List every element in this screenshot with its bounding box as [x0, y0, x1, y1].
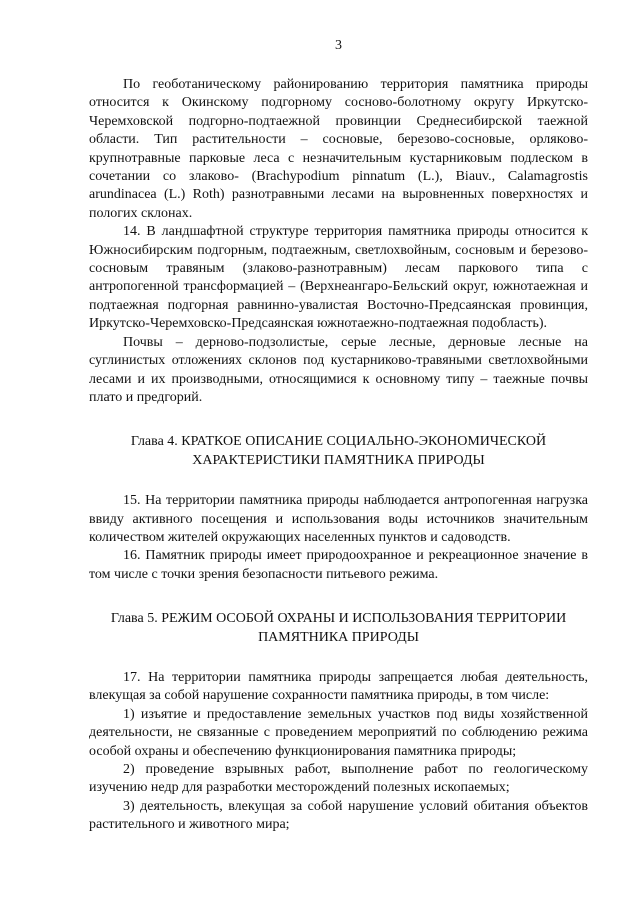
- paragraph-17-prohibitions: 17. На территории памятника природы запрещается любая деятельность, влекущая за собой нарушение сохранности памятника природы, в том числе:: [89, 669, 588, 704]
- spacer: [89, 647, 588, 669]
- chapter-5-heading: [89, 610, 588, 647]
- paragraph-15-load: 15. На территории памятника природы наблюдается антропогенная нагрузка ввиду активного посещения и использования воды источников значительным количеством жителей окружающих населенных пунктов и садоводств.: [89, 493, 588, 545]
- paragraph-16-significance: 16. Памятник природы имеет природоохранное и рекреационное значение в том числе с точки зрения безопасности питьевого режима.: [89, 548, 588, 582]
- list-item-1-land: 1) изъятие и предоставление земельных участков под виды хозяйственной деятельности, не связанные с проведением мероприятий по соблюдению режима особой охраны и обеспечению функционирования памятника природы;: [89, 706, 588, 759]
- spacer: [89, 584, 588, 610]
- page-number: 3: [335, 38, 342, 53]
- chapter-4-heading-line2: ХАРАКТЕРИСТИКИ ПАМЯТНИКА ПРИРОДЫ: [192, 452, 485, 468]
- paragraph-14-landscape: 14. В ландшафтной структуре территория памятника природы относится к Южносибирским подгорным, подтаежным, светлохвойным, сосновым и березово-сосновым травяным (злаково-разнотравным) лесам паркового типа с антропогенной трансформацией – (Верхнеангаро-Бельский округ, южнотаежная и подтаежная подгорная равнинно-увалистая Восточно-Предсаянская провинция, Иркутско-Черемховско-Предсаянская южнотаежно-подтаежная подобласть).: [89, 224, 588, 332]
- paragraph-soils: Почвы – дерново-подзолистые, серые лесные, дерновые лесные на суглинистых отложениях склонов под кустарниково-травяными светлохвойными лесами и их производными, относящимися к основному типу – таежные почвы плато и предгорий.: [89, 334, 588, 405]
- chapter-4-heading-line1: Глава 4. КРАТКОЕ ОПИСАНИЕ СОЦИАЛЬНО-ЭКОНОМИЧЕСКОЙ: [130, 434, 547, 450]
- paragraph-geobotany: По геоботаническому районированию территория памятника природы относится к Окинскому подгорному сосново-болотному округу Иркутско-Черемховской подгорно-подтаежной провинции Среднесибирской таежной области. Тип растительности – сосновые, березово-сосновые, орляково-крупнотравные парковые леса с незначительным кустарниковым подлеском в сочетании со злаково- (Brachypodium pinnatum (L.), Biauv., Calamagrostis arundinacea (L.) Roth) разнотравными лесами на выровненных поверхностях и пологих склонах.: [89, 77, 588, 221]
- spacer: [89, 407, 588, 433]
- chapter-5-heading-line1: Глава 5. РЕЖИМ ОСОБОЙ ОХРАНЫ И ИСПОЛЬЗОВАНИЯ ТЕРРИТОРИИ: [110, 611, 567, 627]
- spacer: [89, 470, 588, 492]
- list-item-2-explosions: 2) проведение взрывных работ, выполнение работ по геологическому изучению недр для разработки месторождений полезных ископаемых;: [89, 762, 588, 796]
- chapter-5-heading-line2: ПАМЯТНИКА ПРИРОДЫ: [258, 629, 419, 645]
- list-item-3-habitat: 3) деятельность, влекущая за собой нарушение условий обитания объектов растительного и животного мира;: [89, 798, 588, 833]
- chapter-4-heading: [89, 433, 588, 470]
